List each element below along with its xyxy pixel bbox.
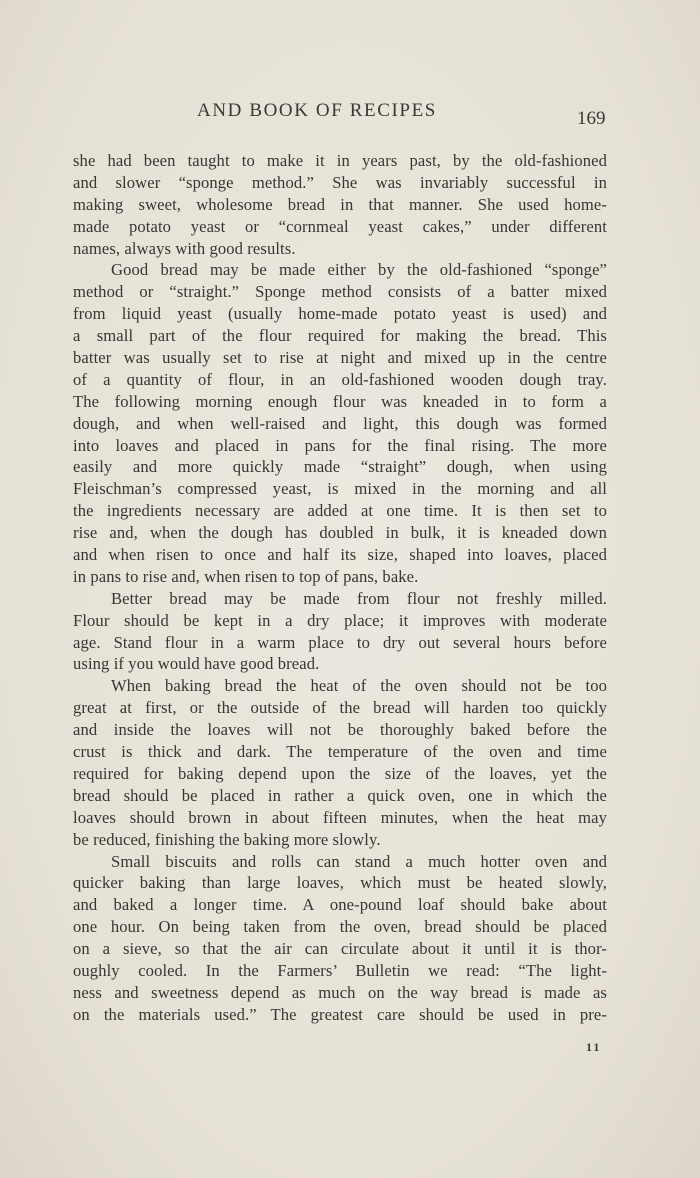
text-line: names, always with good results. — [73, 238, 296, 258]
text-line: easily and more quickly made “straight” dough, when using — [73, 457, 607, 477]
text-line: made potato yeast or “cornmeal yeast cakes,” under different — [73, 216, 607, 236]
text-line: When baking bread the heat of the oven should not be too — [111, 676, 607, 696]
text-line: using if you would have good bread. — [73, 654, 320, 674]
text-line: into loaves and placed in pans for the final rising. The more — [73, 435, 607, 455]
text-line: age. Stand flour in a warm place to dry out several hours before — [73, 632, 607, 652]
text-line: method or “straight.” Sponge method consists of a batter mixed — [73, 282, 607, 302]
text-line: loaves should brown in about fifteen minutes, when the heat may — [73, 807, 607, 827]
text-line: The following morning enough flour was kneaded in to form a — [73, 391, 607, 411]
text-line: one hour. On being taken from the oven, bread should be placed — [73, 917, 607, 937]
text-line: on a sieve, so that the air can circulate about it until it is thor- — [73, 939, 607, 959]
body-text — [73, 150, 607, 1026]
signature-mark: 11 — [586, 1040, 602, 1054]
page-number: 169 — [577, 108, 606, 129]
text-line: rise and, when the dough has doubled in bulk, it is kneaded down — [73, 523, 607, 543]
text-line: from liquid yeast (usually home-made potato yeast is used) and — [73, 304, 607, 324]
text-line: crust is thick and dark. The temperature of the oven and time — [73, 742, 607, 762]
text-line: dough, and when well-raised and light, this dough was formed — [73, 413, 607, 433]
text-line: Fleischman’s compressed yeast, is mixed in the morning and all — [73, 479, 607, 499]
text-line: great at first, or the outside of the bread will harden too quickly — [73, 698, 607, 718]
text-line: be reduced, finishing the baking more slowly. — [73, 829, 381, 849]
text-line: bread should be placed in rather a quick oven, one in which the — [73, 785, 607, 805]
text-line: Better bread may be made from flour not freshly milled. — [111, 588, 607, 608]
text-line: and when risen to once and half its size, shaped into loaves, placed — [73, 545, 607, 565]
text-line: of a quantity of flour, in an old-fashioned wooden dough tray. — [73, 369, 607, 389]
text-line: quicker baking than large loaves, which must be heated slowly, — [73, 873, 607, 893]
text-line: she had been taught to make it in years past, by the old-fashioned — [73, 151, 607, 170]
text-line: on the materials used.” The greatest care should be used in pre- — [73, 1004, 607, 1024]
text-line: ness and sweetness depend as much on the way bread is made as — [73, 982, 607, 1002]
text-line: and baked a longer time. A one-pound loaf should bake about — [73, 895, 607, 915]
text-line: a small part of the flour required for making the bread. This — [73, 326, 607, 346]
text-line: required for baking depend upon the size of the loaves, yet the — [73, 763, 607, 783]
text-line: in pans to rise and, when risen to top of pans, bake. — [73, 566, 419, 586]
text-line: and slower “sponge method.” She was invariably successful in — [73, 172, 607, 192]
running-title: AND BOOK OF RECIPES — [197, 100, 437, 121]
text-line: Good bread may be made either by the old-fashioned “sponge” — [111, 260, 607, 280]
text-line: Flour should be kept in a dry place; it improves with moderate — [73, 610, 607, 630]
text-line: and inside the loaves will not be thoroughly baked before the — [73, 720, 607, 740]
text-line: Small biscuits and rolls can stand a much hotter oven and — [111, 851, 607, 871]
text-line: batter was usually set to rise at night and mixed up in the centre — [73, 348, 607, 368]
text-line: oughly cooled. In the Farmers’ Bulletin we read: “The light- — [73, 960, 607, 980]
text-line: the ingredients necessary are added at one time. It is then set to — [73, 501, 607, 521]
text-line: making sweet, wholesome bread in that manner. She used home- — [73, 194, 607, 214]
running-head — [0, 100, 700, 130]
